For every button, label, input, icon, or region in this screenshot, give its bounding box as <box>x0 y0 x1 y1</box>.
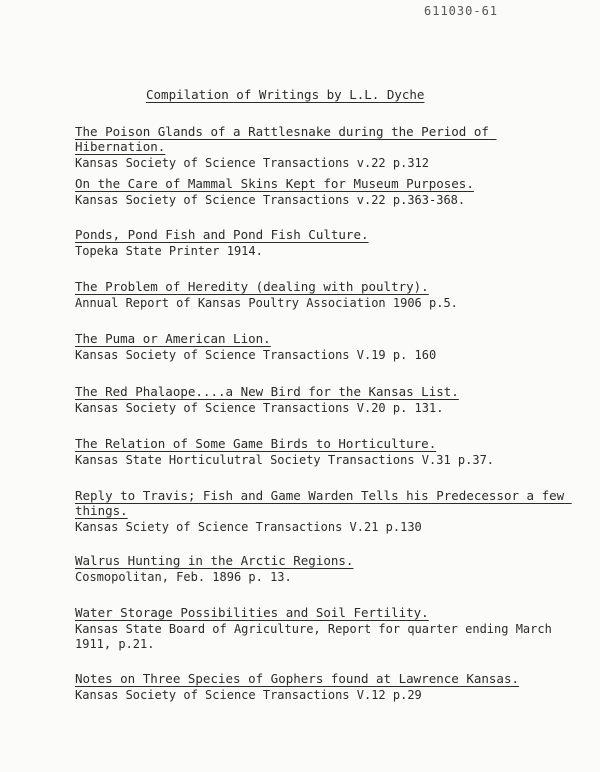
entry-source: Kansas State Horticulutral Society Transactions V.31 p.37. <box>75 453 495 467</box>
entry-title: Notes on Three Species of Gophers found at Lawrence Kansas. <box>75 671 520 686</box>
entry-title: Ponds, Pond Fish and Pond Fish Culture. <box>75 227 369 242</box>
entry-title: The Problem of Heredity (dealing with poultry). <box>75 279 429 294</box>
entry-title: The Puma or American Lion. <box>75 331 271 346</box>
entry-source: Cosmopolitan, Feb. 1896 p. 13. <box>75 570 292 584</box>
entry-title: The Red Phalaope....a New Bird for the Kansas List. <box>75 384 459 399</box>
entry-title: Reply to Travis; Fish and Game Warden Tells his Predecessor a few things. <box>75 488 572 518</box>
entry-game-birds <box>75 436 575 488</box>
entry-ponds <box>75 227 575 279</box>
entry-source: Kansas State Board of Agriculture, Report for quarter ending March 1911, p.21. <box>75 622 560 651</box>
entry-water-storage <box>75 605 575 671</box>
document-id: 611030-61 <box>424 4 499 18</box>
entry-source: Kansas Sciety of Science Transactions V.21 p.130 <box>75 520 422 534</box>
entry-red-phalarope <box>75 384 575 436</box>
entry-poison-glands <box>75 124 575 176</box>
entry-title: The Poison Glands of a Rattlesnake during the Period of Hibernation. <box>75 124 497 154</box>
entry-mammal-skins <box>75 176 575 227</box>
entry-puma <box>75 331 575 384</box>
document-title: Compilation of Writings by L.L. Dyche <box>146 87 425 102</box>
entry-title: Water Storage Possibilities and Soil Fertility. <box>75 605 429 620</box>
entry-source: Kansas Society of Science Transactions v.22 p.363-368. <box>75 193 466 207</box>
entry-source: Kansas Society of Science Transactions V.20 p. 131. <box>75 401 444 415</box>
entry-title: The Relation of Some Game Birds to Horticulture. <box>75 436 437 451</box>
entry-walrus-hunting <box>75 553 575 605</box>
entry-source: Kansas Society of Science Transactions V.12 p.29 <box>75 688 422 702</box>
entry-title: Walrus Hunting in the Arctic Regions. <box>75 553 354 568</box>
entry-source: Annual Report of Kansas Poultry Association 1906 p.5. <box>75 296 458 310</box>
entry-gophers <box>75 671 575 711</box>
entry-title: On the Care of Mammal Skins Kept for Museum Purposes. <box>75 176 474 191</box>
entry-source: Kansas Society of Science Transactions v.22 p.312 <box>75 156 430 170</box>
entry-source: Kansas Society of Science Transactions V.19 p. 160 <box>75 348 437 362</box>
entries-list <box>75 124 575 711</box>
entry-heredity <box>75 279 575 331</box>
entry-source: Topeka State Printer 1914. <box>75 244 263 258</box>
entry-reply-to-travis <box>75 488 575 553</box>
